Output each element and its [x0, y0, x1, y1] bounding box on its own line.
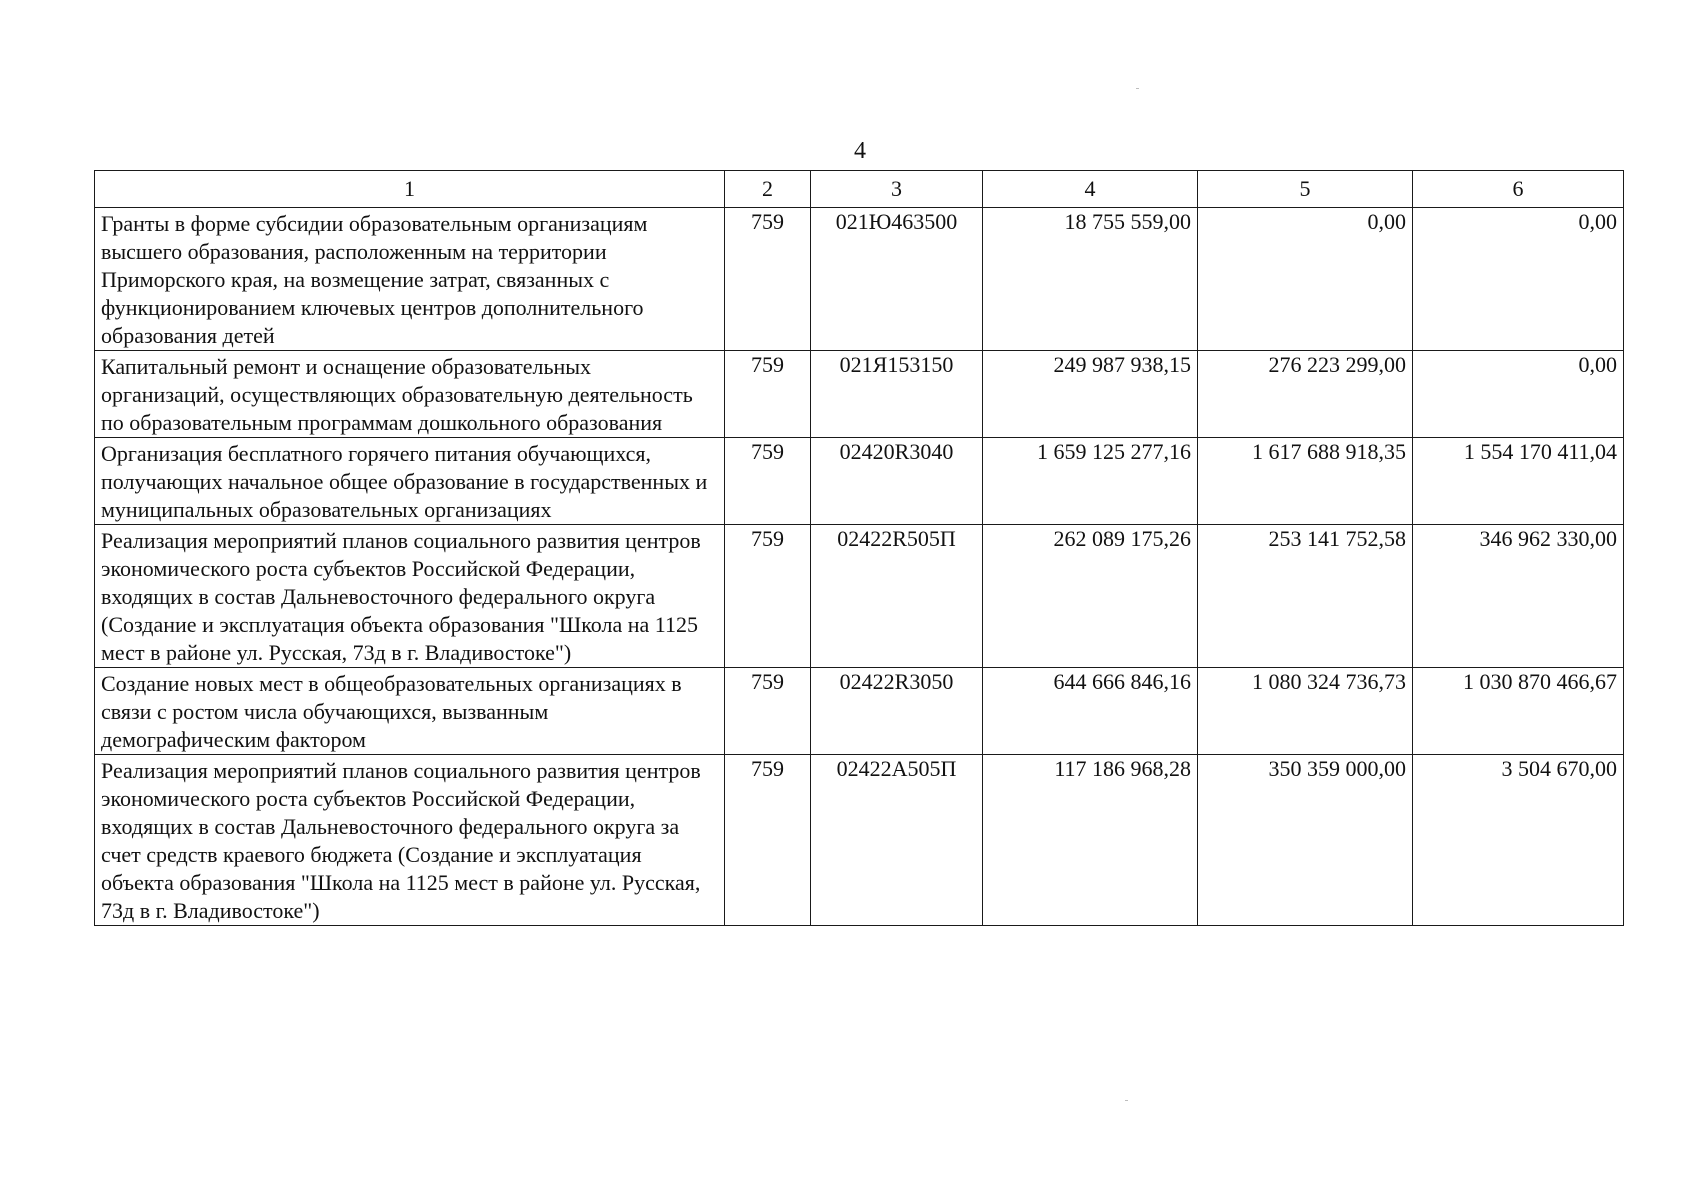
row-name-cell: [95, 668, 725, 755]
row-code-cell: 759: [725, 668, 811, 755]
table-row: [95, 755, 1624, 926]
row-name-cell: [95, 351, 725, 438]
table-row: [95, 438, 1624, 525]
row-code-cell: 759: [725, 755, 811, 926]
row-code-cell: 759: [725, 208, 811, 351]
row-name-text: Организация бесплатного горячего питания обучающихся, получающих начальное общее образование в государственных и муниципальных образовательных организациях: [101, 441, 708, 522]
row-code-cell: 759: [725, 438, 811, 525]
row-name-text: Реализация мероприятий планов социального развития центров экономического роста субъектов Российской Федерации, входящих в состав Дальневосточного федерального округа (Создание и эксплуатация объекта образования "Школа на 1125 мест в районе ул. Русская, 73д в г. Владивостоке"): [101, 528, 701, 665]
row-name-cell: [95, 208, 725, 351]
column-header-3: 3: [811, 171, 983, 208]
row-kbk-cell: 02420R3040: [811, 438, 983, 525]
row-name-cell: [95, 438, 725, 525]
page-number: 4: [854, 138, 866, 164]
row-value-4-cell: 117 186 968,28: [983, 755, 1198, 926]
budget-table: [94, 170, 1624, 926]
row-code-cell: 759: [725, 351, 811, 438]
row-name-text: Реализация мероприятий планов социального развития центров экономического роста субъектов Российской Федерации, входящих в состав Дальневосточного федерального округа за счет средств краевого бюджета (Создание и эксплуатация объекта образования "Школа на 1125 мест в районе ул. Русская, 73д в г. Владивостоке"): [101, 758, 701, 923]
row-value-4-cell: 1 659 125 277,16: [983, 438, 1198, 525]
table-row: [95, 208, 1624, 351]
row-value-5-cell: 253 141 752,58: [1198, 525, 1413, 668]
row-value-4-cell: 18 755 559,00: [983, 208, 1198, 351]
row-value-5-cell: 276 223 299,00: [1198, 351, 1413, 438]
row-kbk-cell: 021Ю463500: [811, 208, 983, 351]
row-kbk-cell: 021Я153150: [811, 351, 983, 438]
row-kbk-cell: 02422А505П: [811, 755, 983, 926]
row-value-6-cell: 346 962 330,00: [1413, 525, 1624, 668]
row-name-text: Гранты в форме субсидии образовательным организациям высшего образования, расположенным на территории Приморского края, на возмещение затрат, связанных с функционированием ключевых центров дополнительного образования детей: [101, 211, 648, 348]
row-value-5-cell: 0,00: [1198, 208, 1413, 351]
row-value-6-cell: 0,00: [1413, 351, 1624, 438]
row-value-6-cell: 1 030 870 466,67: [1413, 668, 1624, 755]
row-value-4-cell: 262 089 175,26: [983, 525, 1198, 668]
column-header-5: 5: [1198, 171, 1413, 208]
column-header-2: 2: [725, 171, 811, 208]
row-value-5-cell: 350 359 000,00: [1198, 755, 1413, 926]
row-value-4-cell: 249 987 938,15: [983, 351, 1198, 438]
row-code-cell: 759: [725, 525, 811, 668]
column-header-6: 6: [1413, 171, 1624, 208]
row-kbk-cell: 02422R505П: [811, 525, 983, 668]
header-row: [95, 171, 1624, 208]
scan-speck: [1136, 88, 1139, 89]
table-row: [95, 351, 1624, 438]
row-value-6-cell: 1 554 170 411,04: [1413, 438, 1624, 525]
row-name-cell: [95, 755, 725, 926]
scan-speck: [1125, 1100, 1128, 1101]
row-name-text: Создание новых мест в общеобразовательных организациях в связи с ростом числа обучающихся, вызванным демографическим фактором: [101, 671, 682, 752]
row-value-5-cell: 1 617 688 918,35: [1198, 438, 1413, 525]
table-row: [95, 525, 1624, 668]
column-header-1: 1: [95, 171, 725, 208]
row-value-6-cell: 3 504 670,00: [1413, 755, 1624, 926]
column-header-4: 4: [983, 171, 1198, 208]
row-value-6-cell: 0,00: [1413, 208, 1624, 351]
row-value-5-cell: 1 080 324 736,73: [1198, 668, 1413, 755]
row-name-text: Капитальный ремонт и оснащение образовательных организаций, осуществляющих образовательную деятельность по образовательным программам дошкольного образования: [101, 354, 693, 435]
row-name-cell: [95, 525, 725, 668]
table-row: [95, 668, 1624, 755]
row-value-4-cell: 644 666 846,16: [983, 668, 1198, 755]
row-kbk-cell: 02422R3050: [811, 668, 983, 755]
